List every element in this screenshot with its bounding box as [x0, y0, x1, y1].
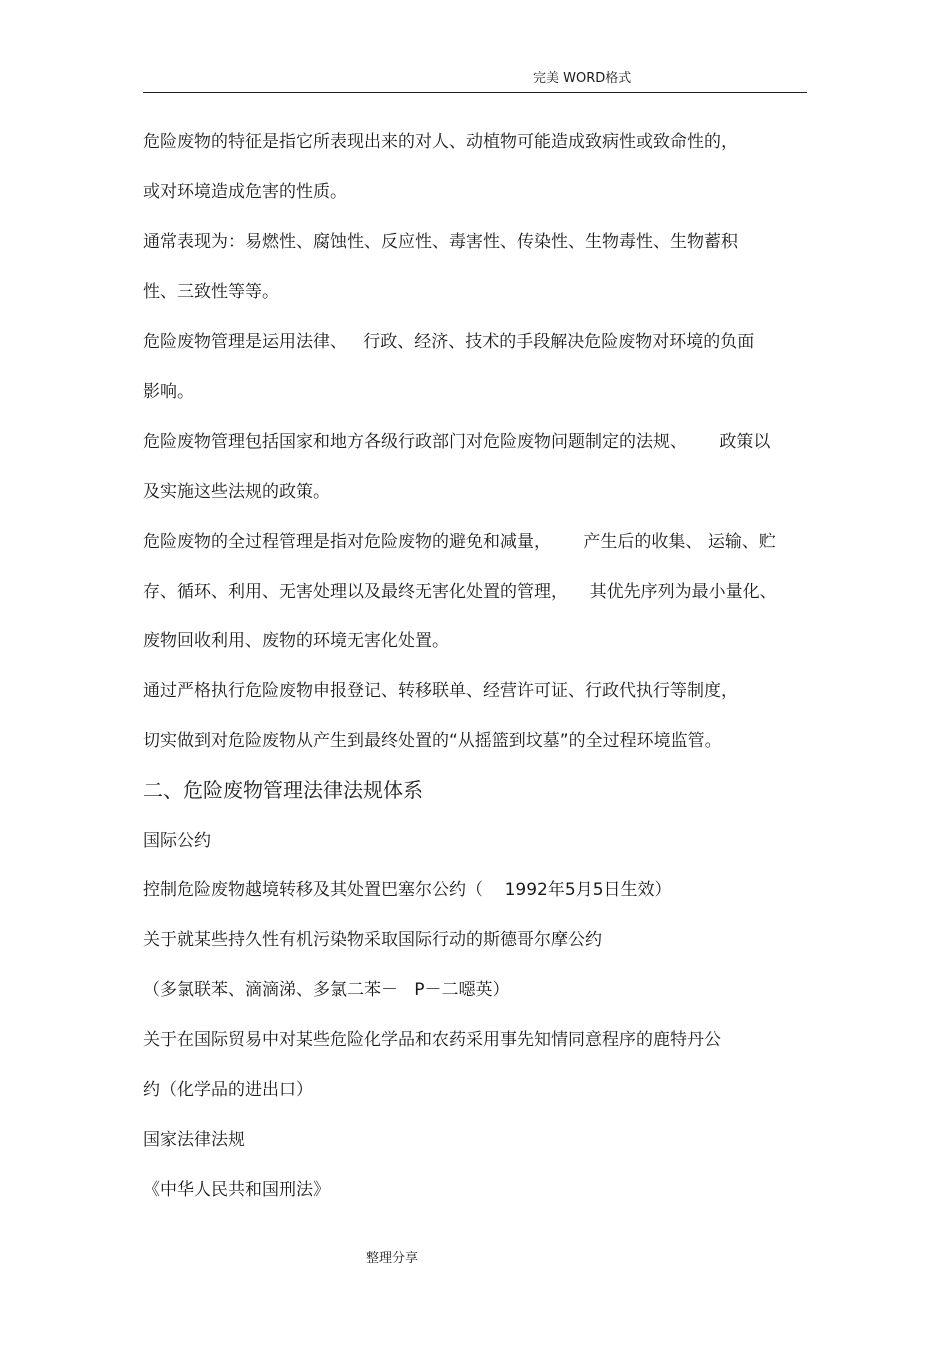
paragraph-line: 存、循环、利用、无害处理以及最终无害化处置的管理， 其优先序列为最小量化、 — [143, 582, 777, 602]
paragraph-line: 切实做到对危险废物从产生到最终处置的“从摇篮到坟墓”的全过程环境监管。 — [143, 731, 722, 751]
paragraph-line: 或对环境造成危害的性质。 — [143, 182, 347, 202]
paragraph-line: 通常表现为：易燃性、腐蚀性、反应性、毒害性、传染性、生物毒性、生物蓄积 — [143, 232, 738, 252]
paragraph-line: 《中华人民共和国刑法》 — [143, 1180, 330, 1200]
header-text: 完美 WORD格式 — [533, 71, 632, 86]
paragraph-line: 及实施这些法规的政策。 — [143, 482, 330, 502]
paragraph-line: 控制危险废物越境转移及其处置巴塞尔公约（ 1992年5月5日生效） — [143, 880, 672, 900]
paragraph-line: 废物回收利用、废物的环境无害化处置。 — [143, 631, 449, 651]
subsection-title: 国家法律法规 — [143, 1130, 245, 1150]
subsection-title: 国际公约 — [143, 831, 211, 851]
paragraph-line: 关于就某些持久性有机污染物采取国际行动的斯德哥尔摩公约 — [143, 930, 602, 950]
paragraph-line: 通过严格执行危险废物申报登记、转移联单、经营许可证、行政代执行等制度， — [143, 681, 738, 701]
paragraph-line: 危险废物的特征是指它所表现出来的对人、动植物可能造成致病性或致命性的， — [143, 132, 738, 152]
paragraph-line: （多氯联苯、滴滴涕、多氯二苯－ P－二噁英） — [143, 980, 510, 1000]
page-header — [143, 70, 807, 93]
page-footer: 整理分享 — [366, 1251, 419, 1266]
paragraph-line: 关于在国际贸易中对某些危险化学品和农药采用事先知情同意程序的鹿特丹公 — [143, 1030, 721, 1050]
paragraph-line: 影响。 — [143, 382, 194, 402]
paragraph-line: 危险废物管理包括国家和地方各级行政部门对危险废物问题制定的法规、 政策以 — [143, 432, 771, 452]
paragraph-line: 性、三致性等等。 — [143, 282, 279, 302]
paragraph-line: 危险废物的全过程管理是指对危险废物的避免和减量， 产生后的收集、 运输、贮 — [143, 532, 776, 552]
paragraph-line: 约（化学品的进出口） — [143, 1080, 313, 1100]
section-heading: 二、危险废物管理法律法规体系 — [143, 778, 423, 802]
paragraph-line: 危险废物管理是运用法律、 行政、经济、技术的手段解决危险废物对环境的负面 — [143, 332, 755, 352]
